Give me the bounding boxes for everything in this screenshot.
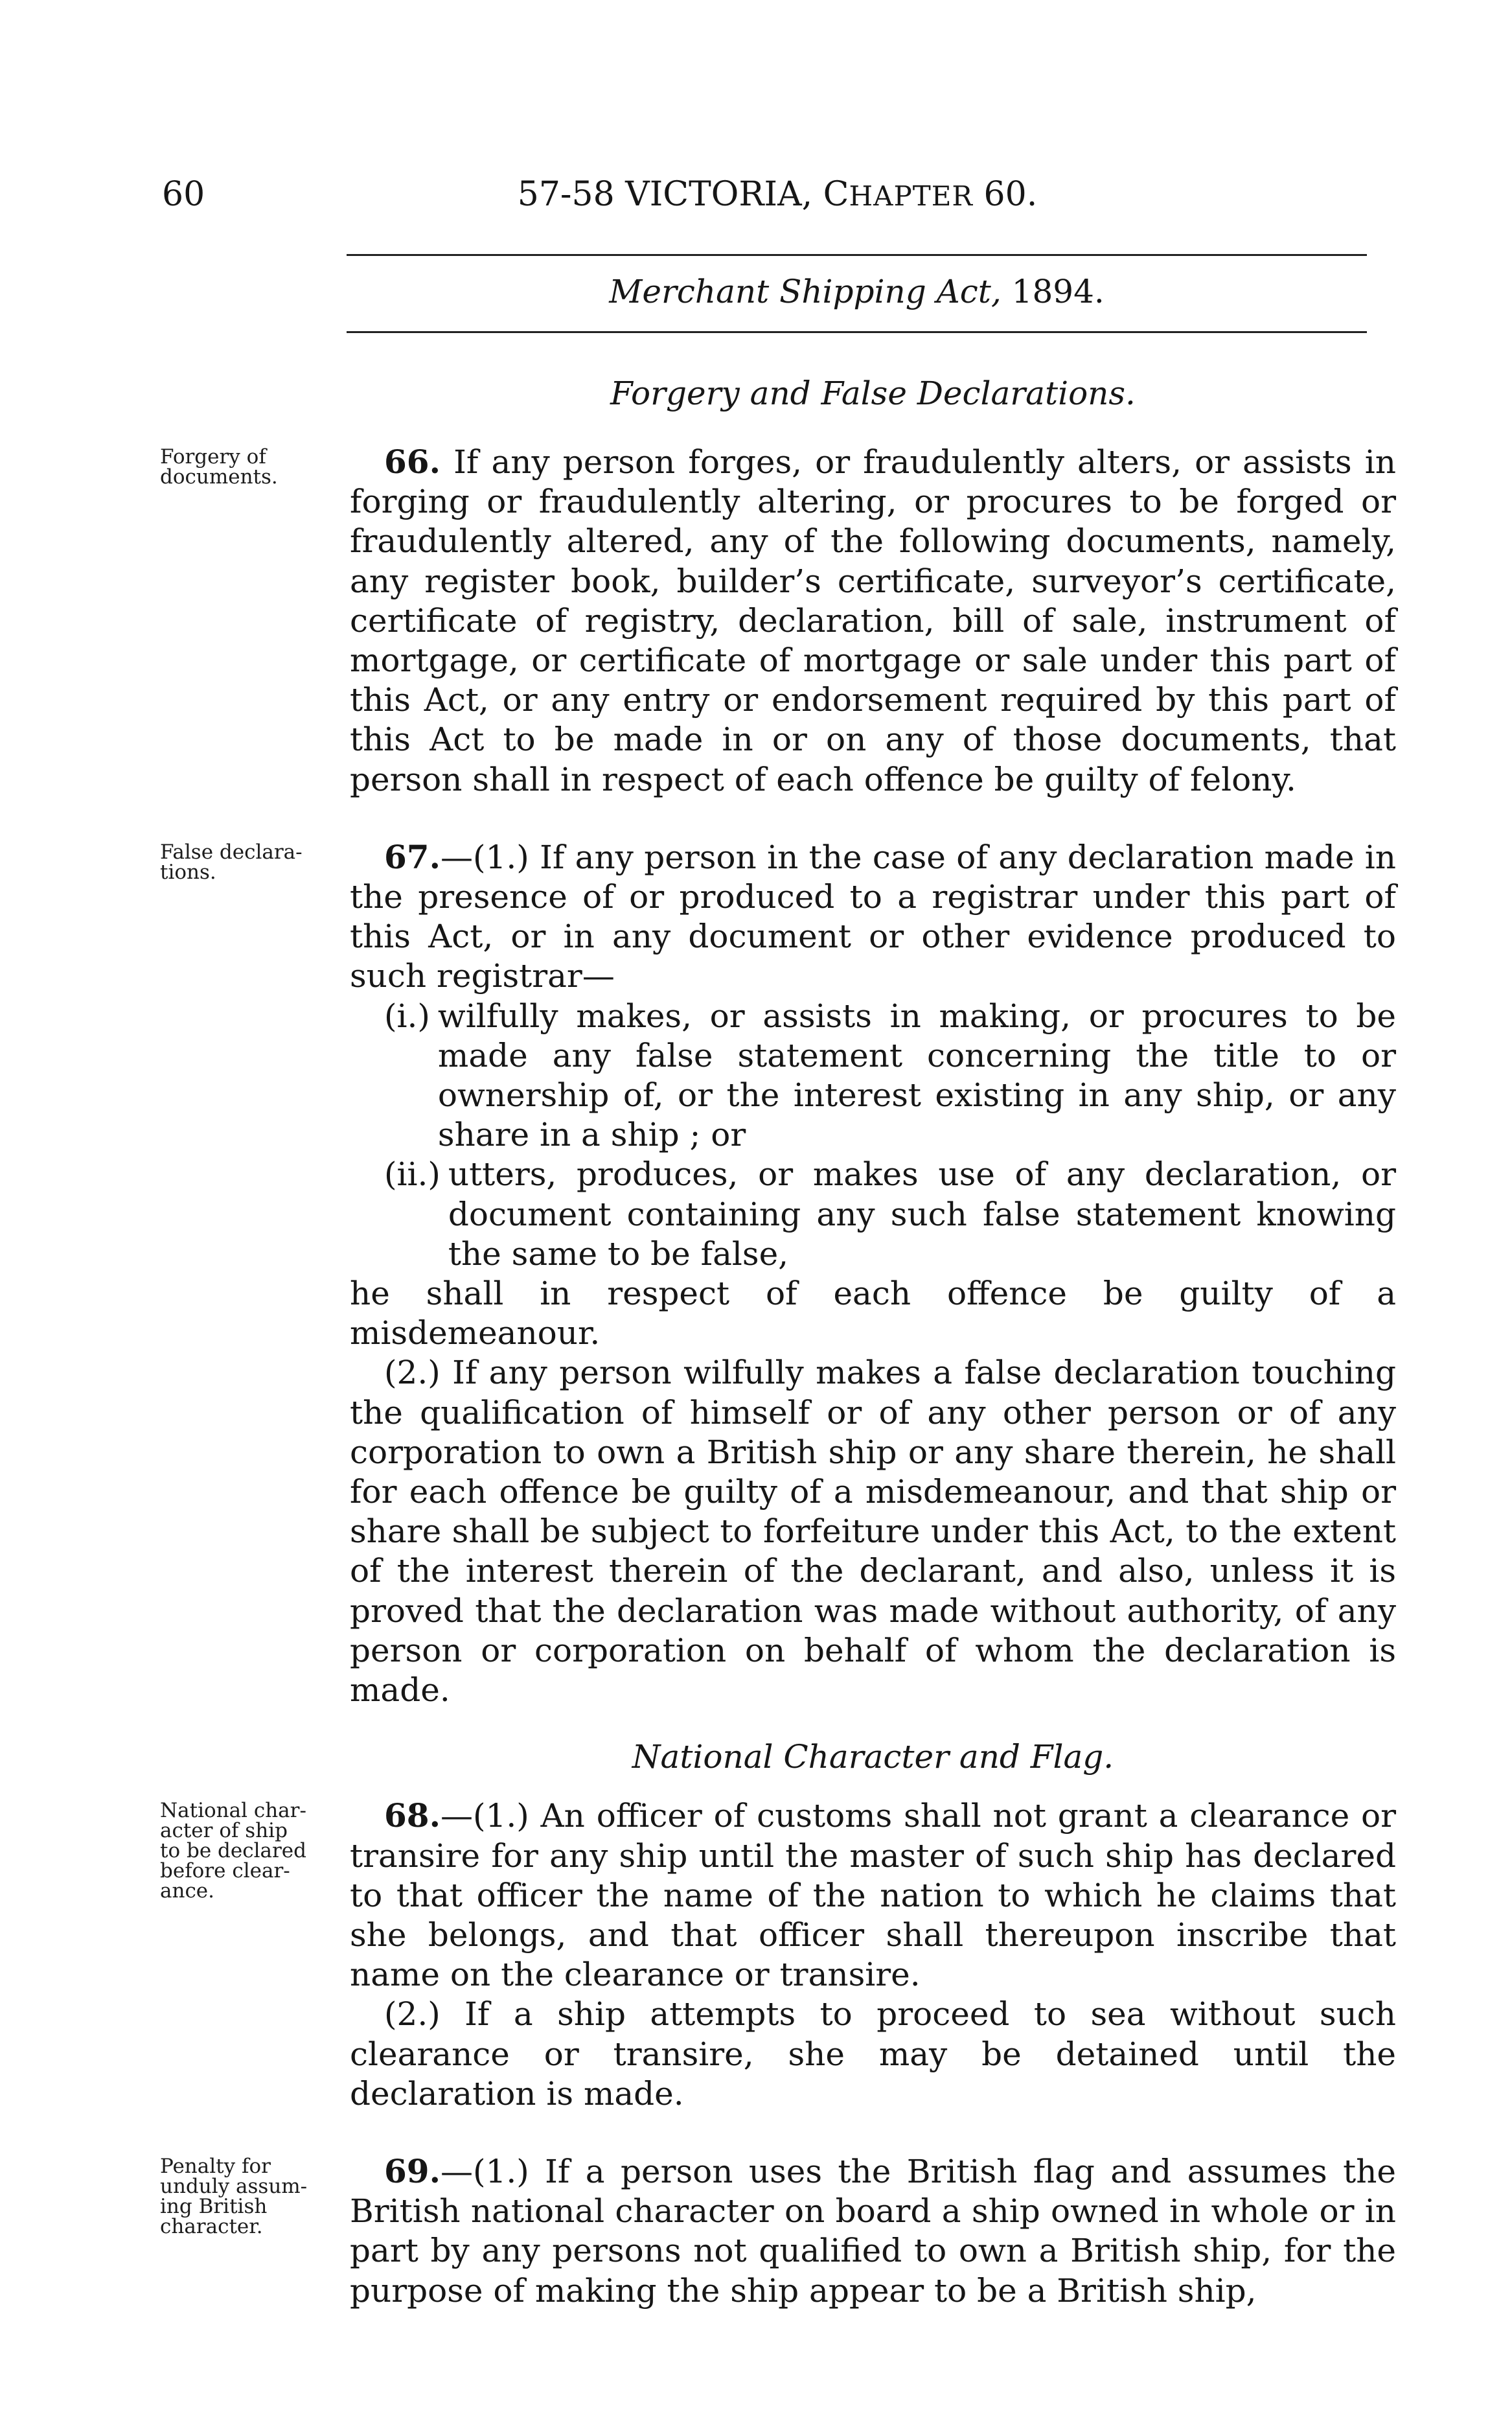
section-69-text: [350, 2151, 1396, 2311]
section-body: If any person forges, or fraudulently alters, or assists in forging or fraudulently altering, or procures to be forged or fraudulently altered, any of the following documents, namely, any register book, builder’s certificate, surveyor’s certificate, certificate of registry, declaration, bill of sale, instrument of mortgage, or certificate of mortgage or sale under this part of this Act, or any entry or endorsement required by this part of this Act to be made in or on any of those documents, that person shall in respect of each offence be guilty of felony.: [350, 443, 1396, 798]
header-rule-bottom: [347, 331, 1367, 333]
list-item: [384, 1155, 1396, 1274]
section-body: —(1.) An officer of customs shall not grant a clearance or transire for any ship until the master of such ship has declared to that officer the name of the nation to which he claims that she belongs, and that officer shall thereupon inscribe that name on the clearance or transire.: [350, 1797, 1396, 1994]
margin-line: unduly assum-: [160, 2174, 308, 2198]
section-number: 66.: [384, 443, 441, 481]
margin-line: Forgery of: [160, 445, 266, 469]
section-body: —(1.) If a person uses the British flag and assumes the British national character on board a ship owned in whole or in part by any persons not qualified to own a British ship, for the purpose of making the ship appear to be a British ship,: [350, 2152, 1396, 2310]
margin-line: tions.: [160, 860, 216, 884]
margin-line: before clear-: [160, 1859, 290, 1883]
margin-line: character.: [160, 2214, 263, 2238]
heading-forgery: Forgery and False Declarations.: [610, 375, 1136, 412]
section-67-text: [350, 837, 1396, 997]
title-main: 57-58 VICTORIA, C: [517, 175, 849, 214]
spacer: [350, 800, 1396, 837]
item-number: (ii.): [384, 1155, 441, 1194]
header-rule-top: [347, 254, 1367, 256]
heading-national: National Character and Flag.: [632, 1738, 1114, 1776]
section-number: 68.: [384, 1796, 441, 1835]
body-column: [160, 373, 1396, 2311]
margin-line: National char-: [160, 1799, 306, 1823]
spacer: [350, 2114, 1396, 2151]
section-68-sub2: (2.) If a ship attempts to proceed to sea without such clearance or transire, she may be detained until the declaration is made.: [350, 1995, 1396, 2113]
section-66-text: [350, 442, 1396, 800]
title-small-caps: HAPTER: [849, 180, 973, 212]
margin-note-69: [160, 2154, 332, 2238]
margin-line: acter of ship: [160, 1819, 288, 1843]
short-title-italic: Merchant Shipping Act,: [609, 273, 1002, 310]
margin-line: ance.: [160, 1879, 215, 1903]
page-number: 60: [162, 175, 205, 214]
section-67-sub2: (2.) If any person wilfully makes a false declaration touching the qualification of himself or of any other person or of any corporation to own a British ship or any share therein, he shall for each offence be guilty of a misdemeanour, and that ship or share shall be subject to forfeiture under this Act, to the extent of the interest therein of the declarant, and also, unless it is proved that the declaration was made without authority, of any person or corporation on behalf of whom the declaration is made.: [350, 1354, 1396, 1709]
margin-line: to be declared: [160, 1839, 306, 1863]
item-number: (i.): [384, 997, 430, 1035]
section-body: —(1.) If any person in the case of any declaration made in the presence of or produced to a registrar under this part of this Act, or in any document or other evidence produced to such registrar—: [350, 838, 1396, 995]
section-68-text: [350, 1796, 1396, 1995]
margin-note-66: [160, 447, 332, 487]
section-69: [160, 2151, 1396, 2311]
margin-line: False declara-: [160, 840, 303, 864]
section-68: [160, 1796, 1396, 2114]
running-head-title: [162, 174, 1393, 217]
item-text: wilfully makes, or assists in making, or procures to be made any false statement concerning the title to or ownership of, or the interest existing in any ship, or any share in a ship ; or: [437, 997, 1396, 1154]
section-number: 67.: [384, 837, 441, 876]
margin-line: Penalty for: [160, 2154, 271, 2178]
short-title: [347, 271, 1367, 312]
margin-note-67: [160, 842, 332, 883]
short-title-year: 1894.: [1001, 273, 1105, 310]
section-66: [160, 442, 1396, 800]
running-header: [162, 174, 1393, 215]
margin-line: ing British: [160, 2194, 268, 2218]
section-67-closing: he shall in respect of each offence be guilty of a misdemeanour.: [350, 1275, 1396, 1352]
section-67: [160, 837, 1396, 1710]
list-item: [384, 997, 1396, 1155]
section-number: 69.: [384, 2151, 441, 2190]
item-text: utters, produces, or makes use of any declaration, or document containing any such false statement knowing the same to be false,: [448, 1155, 1396, 1273]
margin-line: documents.: [160, 465, 278, 489]
title-end: 60.: [973, 175, 1038, 214]
margin-note-68: [160, 1801, 332, 1901]
